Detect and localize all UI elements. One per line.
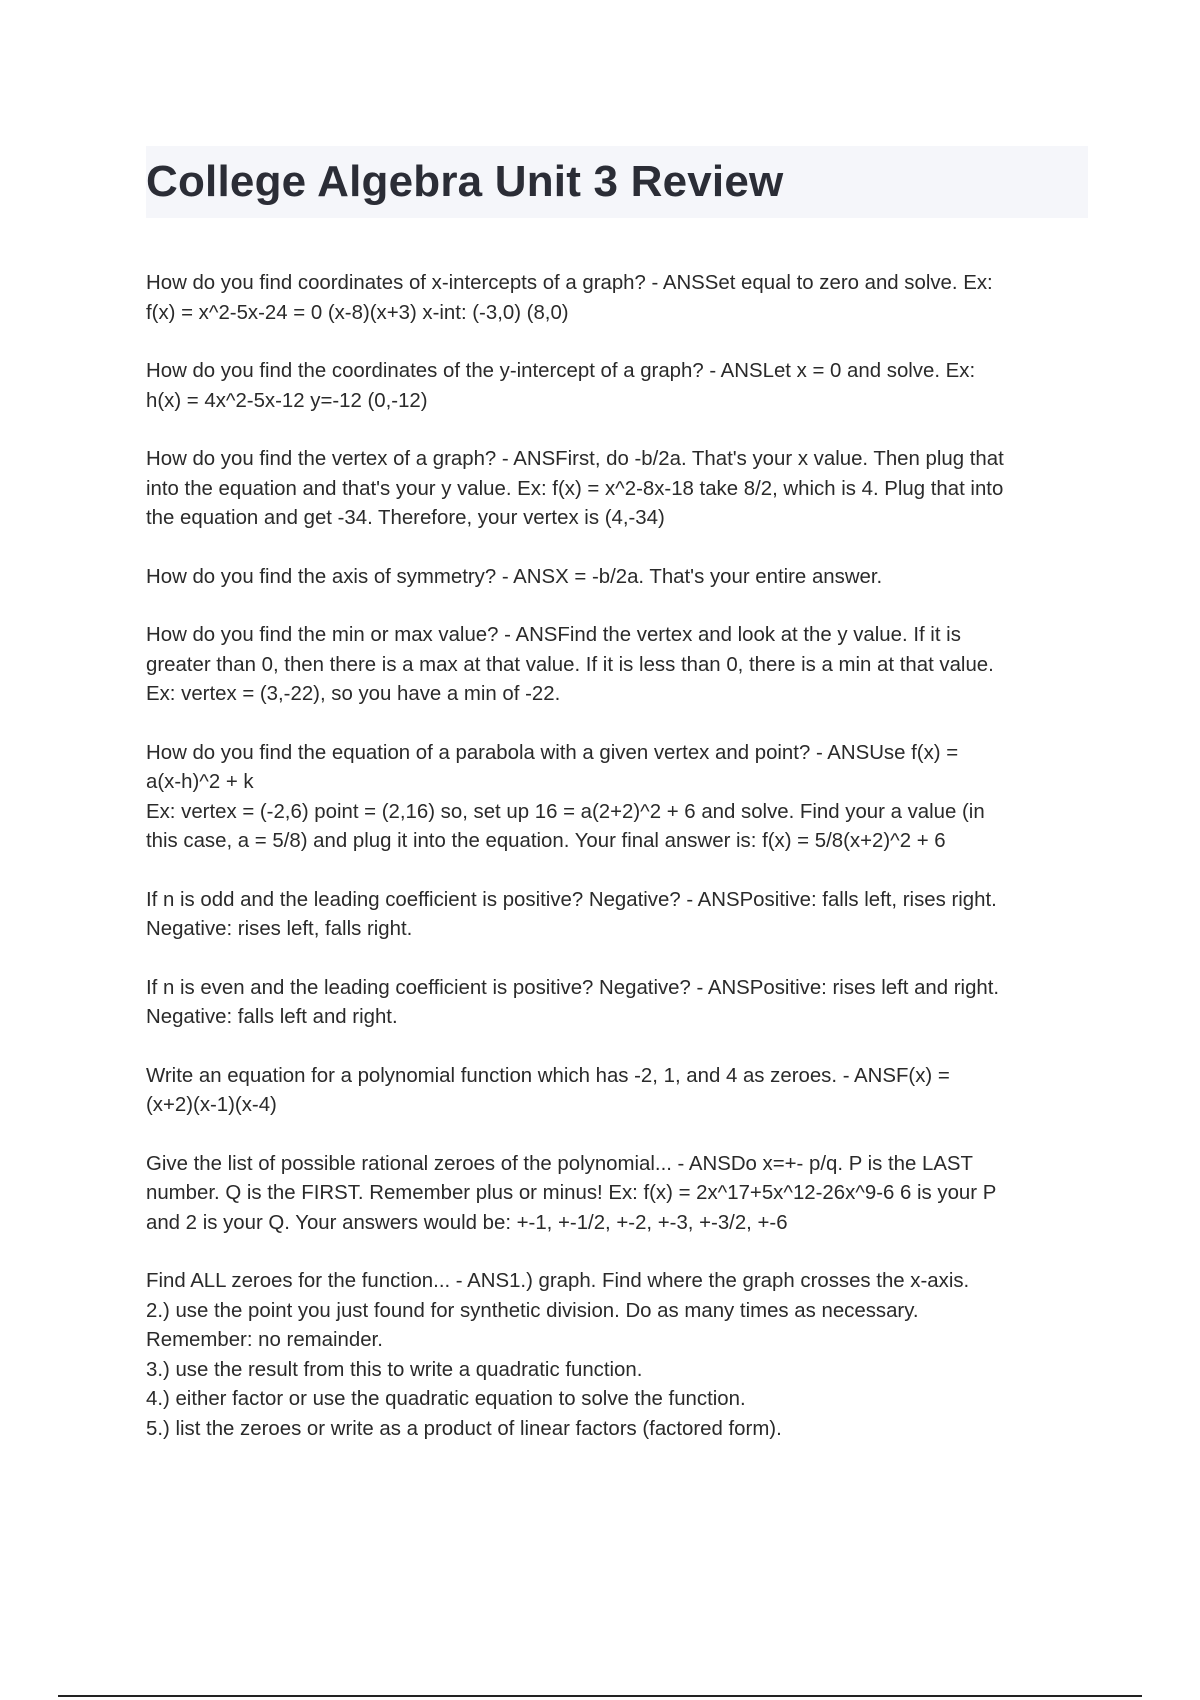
qa-entry — [146, 974, 1088, 1033]
qa-line: a(x-h)^2 + k — [146, 771, 254, 793]
qa-entry — [146, 886, 1088, 945]
qa-line: Find ALL zeroes for the function... - ANS1.) graph. Find where the graph crosses the x-axis. — [146, 1270, 970, 1292]
qa-line: Give the list of possible rational zeroes of the polynomial... - ANSDo x=+- p/q. P is the LAST — [146, 1152, 973, 1175]
qa-list — [146, 269, 1088, 1473]
qa-line: 4.) either factor or use the quadratic equation to solve the function. — [146, 1388, 746, 1410]
qa-entry — [146, 357, 1088, 416]
qa-line: the equation and get -34. Therefore, your vertex is (4,-34) — [146, 507, 665, 529]
qa-line: 2.) use the point you just found for synthetic division. Do as many times as necessary. — [146, 1299, 919, 1322]
qa-line: into the equation and that's your y value. Ex: f(x) = x^2-8x-18 take 8/2, which is 4. Plug that into — [146, 477, 1004, 500]
qa-line: Negative: rises left, falls right. — [146, 918, 413, 940]
qa-line: f(x) = x^2-5x-24 = 0 (x-8)(x+3) x-int: (-3,0) (8,0) — [146, 301, 569, 324]
qa-line: 3.) use the result from this to write a quadratic function. — [146, 1358, 643, 1381]
qa-entry — [146, 621, 1088, 710]
qa-line: 5.) list the zeroes or write as a product of linear factors (factored form). — [146, 1417, 782, 1440]
qa-line: number. Q is the FIRST. Remember plus or minus! Ex: f(x) = 2x^17+5x^12-26x^9-6 6 is your P — [146, 1182, 997, 1204]
qa-entry — [146, 1267, 1088, 1444]
qa-line: Ex: vertex = (-2,6) point = (2,16) so, set up 16 = a(2+2)^2 + 6 and solve. Find your a value (in — [146, 800, 985, 823]
qa-line: How do you find the equation of a parabola with a given vertex and point? - ANSUse f(x) = — [146, 741, 959, 764]
qa-entry — [146, 269, 1088, 328]
qa-line: and 2 is your Q. Your answers would be: +-1, +-1/2, +-2, +-3, +-3/2, +-6 — [146, 1211, 788, 1234]
qa-line: How do you find the min or max value? - ANSFind the vertex and look at the y value. If it is — [146, 624, 961, 646]
qa-line: this case, a = 5/8) and plug it into the equation. Your final answer is: f(x) = 5/8(x+2)^2 + 6 — [146, 830, 946, 852]
qa-line: How do you find the axis of symmetry? - ANSX = -b/2a. That's your entire answer. — [146, 565, 883, 588]
qa-line: How do you find coordinates of x-intercepts of a graph? - ANSSet equal to zero and solve. Ex: — [146, 272, 993, 294]
qa-line: (x+2)(x-1)(x-4) — [146, 1094, 277, 1116]
qa-line: greater than 0, then there is a max at that value. If it is less than 0, there is a min at that value. — [146, 653, 994, 676]
qa-line: Ex: vertex = (3,-22), so you have a min of -22. — [146, 683, 561, 705]
qa-entry — [146, 445, 1088, 534]
qa-line: If n is even and the leading coefficient is positive? Negative? - ANSPositive: rises left and right. — [146, 976, 1000, 999]
title-band — [146, 146, 1088, 218]
qa-line: If n is odd and the leading coefficient is positive? Negative? - ANSPositive: falls left, rises right. — [146, 888, 997, 911]
qa-entry — [146, 739, 1088, 857]
qa-entry — [146, 563, 1088, 593]
qa-line: Remember: no remainder. — [146, 1329, 383, 1351]
footer-divider — [58, 1695, 1142, 1697]
qa-entry — [146, 1062, 1088, 1121]
qa-line: h(x) = 4x^2-5x-12 y=-12 (0,-12) — [146, 389, 428, 412]
qa-line: How do you find the coordinates of the y-intercept of a graph? - ANSLet x = 0 and solve. Ex: — [146, 360, 976, 382]
qa-line: Write an equation for a polynomial function which has -2, 1, and 4 as zeroes. - ANSF(x) = — [146, 1064, 950, 1087]
qa-line: How do you find the vertex of a graph? - ANSFirst, do -b/2a. That's your x value. Then plug that — [146, 448, 1004, 470]
qa-line: Negative: falls left and right. — [146, 1006, 398, 1028]
page-title: College Algebra Unit 3 Review — [146, 157, 784, 206]
qa-entry — [146, 1150, 1088, 1239]
